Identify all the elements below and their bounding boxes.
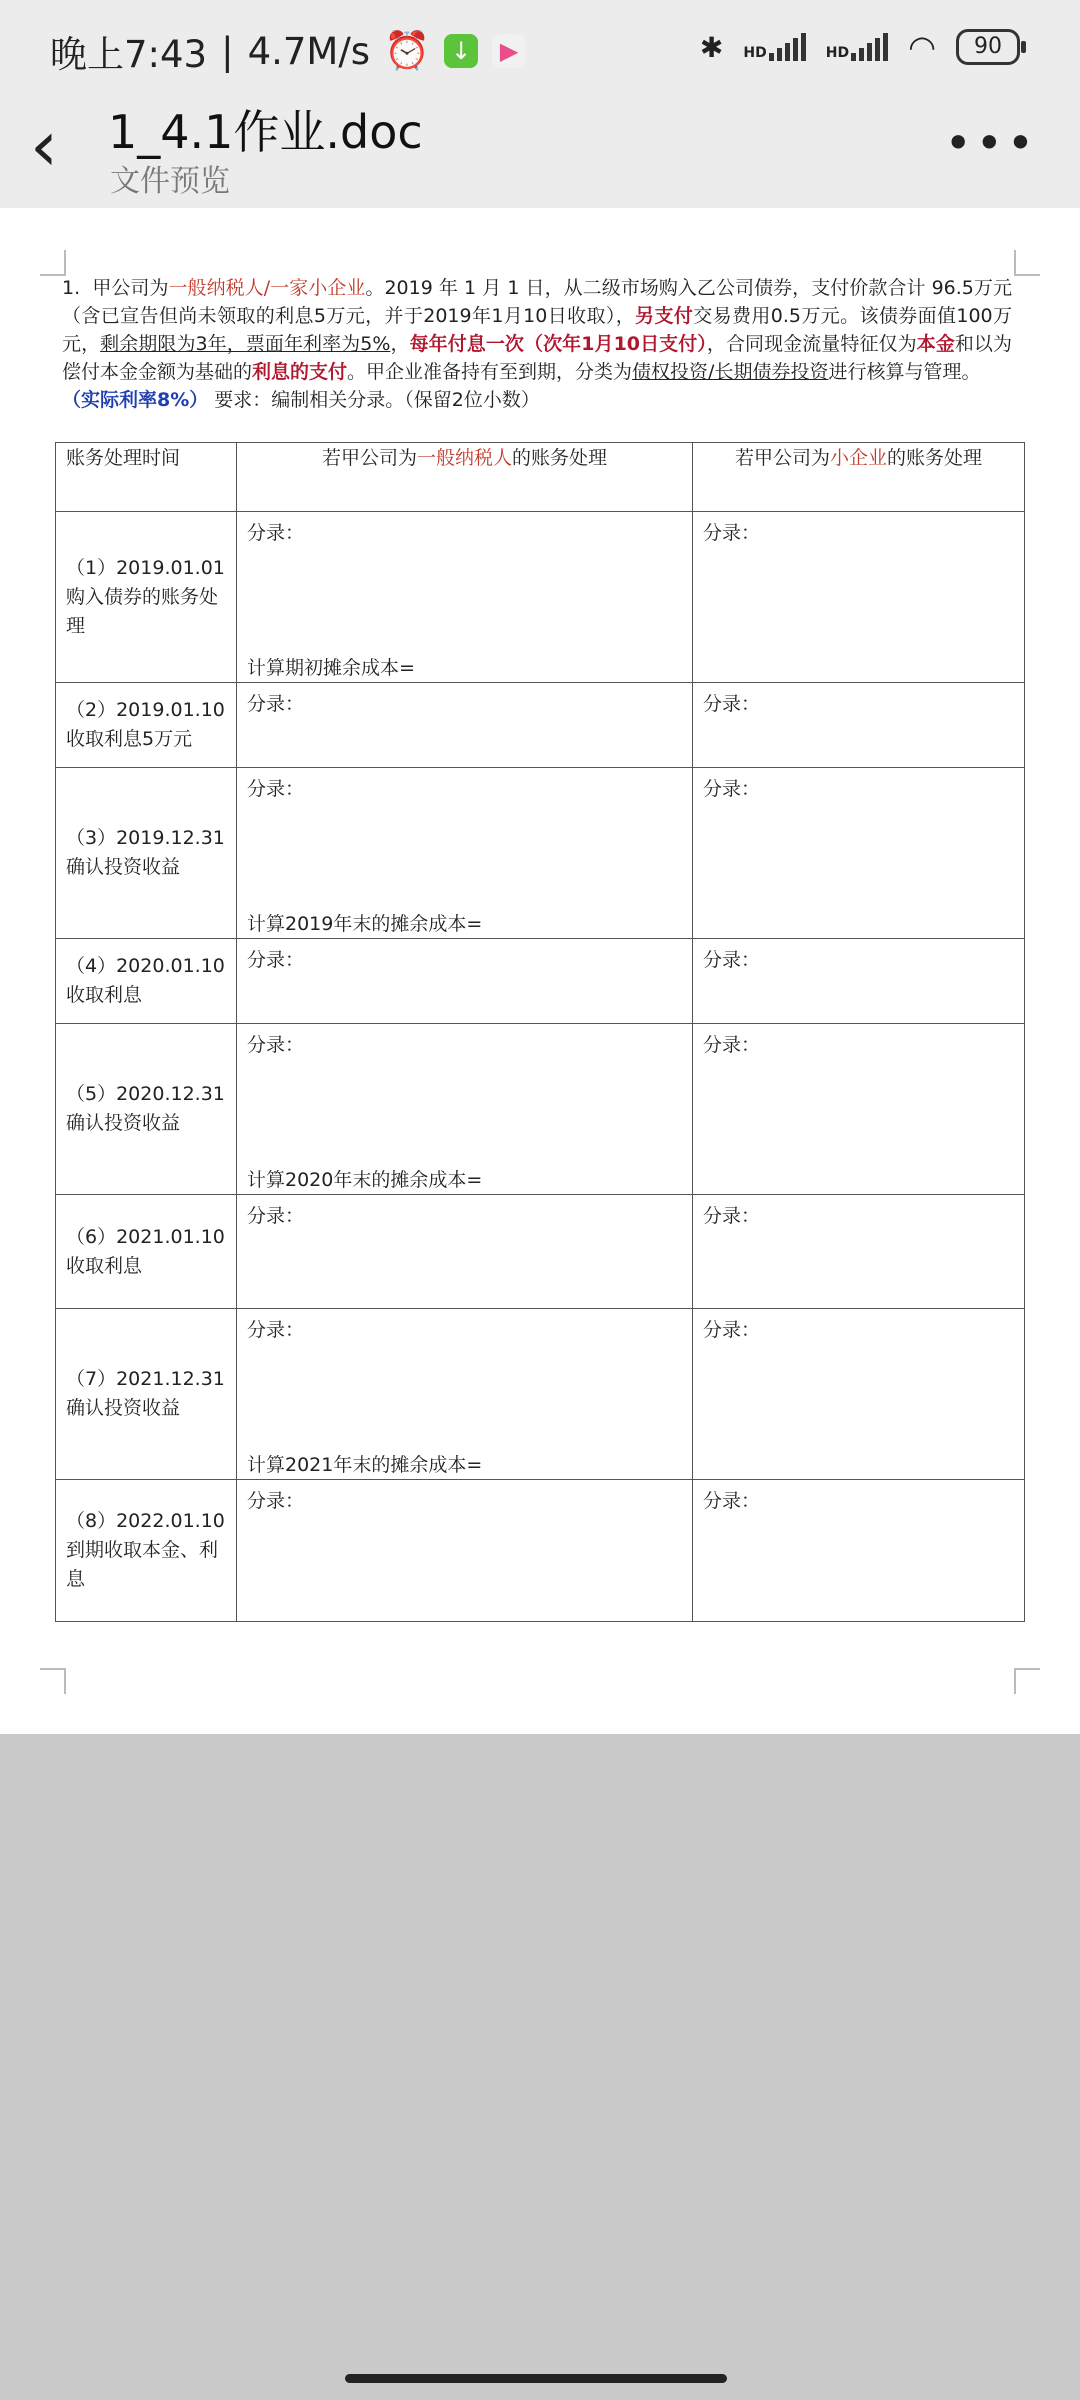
table-row bbox=[56, 1480, 1025, 1622]
signal-bars-icon bbox=[851, 33, 888, 61]
home-indicator[interactable] bbox=[345, 2374, 727, 2383]
accounting-table bbox=[55, 442, 1025, 1622]
back-arrow-icon[interactable]: ‹ bbox=[30, 105, 58, 187]
table-row bbox=[56, 683, 1025, 768]
q-rate: （实际利率8%） bbox=[62, 389, 209, 411]
q-text: ，合同现金流量特征仅为 bbox=[706, 333, 917, 355]
calc-label: 计算期初摊余成本= bbox=[247, 657, 415, 679]
entry-cell[interactable] bbox=[237, 1195, 693, 1309]
entry-label: 分录： bbox=[703, 949, 761, 971]
video-app-icon: ▶ bbox=[492, 34, 526, 68]
entry-cell[interactable] bbox=[693, 768, 1025, 939]
q-text: 甲公司为 bbox=[92, 277, 169, 299]
table-row bbox=[56, 768, 1025, 939]
header-text: 若甲公司为 bbox=[321, 447, 417, 469]
entry-label: 分录： bbox=[247, 1490, 305, 1512]
status-bar bbox=[0, 0, 1080, 100]
entry-cell[interactable] bbox=[237, 1309, 693, 1480]
q-highlight: 一般纳税人/一家小企业 bbox=[168, 277, 366, 299]
document-subtitle: 文件预览 bbox=[110, 164, 230, 199]
q-text: ， bbox=[390, 333, 410, 355]
entry-label: 分录： bbox=[247, 693, 305, 715]
row-label: （7）2021.12.31确认投资收益 bbox=[56, 1309, 237, 1480]
entry-cell[interactable] bbox=[693, 939, 1025, 1024]
status-left bbox=[50, 24, 526, 78]
q-text: 和以为偿付本金金额为基础的 bbox=[62, 333, 1012, 383]
q-text: 交易费用0.5万元。该债券面值100万元， bbox=[62, 305, 1012, 355]
entry-label: 分录： bbox=[247, 1205, 305, 1227]
header-highlight: 小企业 bbox=[829, 447, 887, 469]
page-corner-mark bbox=[1014, 1668, 1040, 1694]
q-highlight: 每年付息一次（次年1月10日支付） bbox=[409, 333, 707, 355]
entry-cell[interactable] bbox=[693, 512, 1025, 683]
bluetooth-icon: ✱ bbox=[699, 30, 724, 64]
question-text bbox=[62, 274, 1012, 414]
entry-cell[interactable] bbox=[693, 1195, 1025, 1309]
entry-cell[interactable] bbox=[237, 1480, 693, 1622]
row-label: （2）2019.01.10收取利息5万元 bbox=[56, 683, 237, 768]
table-header-row bbox=[56, 443, 1025, 512]
status-divider: | bbox=[221, 29, 234, 73]
row-label: （8）2022.01.10到期收取本金、利息 bbox=[56, 1480, 237, 1622]
nav-bar bbox=[0, 96, 1080, 208]
entry-label: 分录： bbox=[703, 778, 761, 800]
header-cell-general bbox=[237, 443, 693, 512]
q-highlight: 利息的支付 bbox=[252, 361, 348, 383]
entry-cell[interactable] bbox=[237, 512, 693, 683]
battery-icon: 90 bbox=[956, 29, 1020, 65]
entry-cell[interactable] bbox=[693, 683, 1025, 768]
entry-label: 分录： bbox=[703, 1319, 761, 1341]
q-text: 进行核算与管理。 bbox=[828, 361, 981, 383]
table-row bbox=[56, 1024, 1025, 1195]
header-highlight: 一般纳税人 bbox=[416, 447, 512, 469]
alarm-icon: ⏰ bbox=[384, 29, 431, 72]
row-label: （3）2019.12.31确认投资收益 bbox=[56, 768, 237, 939]
entry-cell[interactable] bbox=[237, 1024, 693, 1195]
header-text: 若甲公司为 bbox=[734, 447, 830, 469]
entry-label: 分录： bbox=[703, 1034, 761, 1056]
entry-label: 分录： bbox=[247, 778, 305, 800]
signal-1 bbox=[743, 33, 805, 61]
hd-label-1: HD bbox=[743, 45, 767, 61]
entry-cell[interactable] bbox=[237, 768, 693, 939]
entry-label: 分录： bbox=[703, 1205, 761, 1227]
entry-label: 分录： bbox=[247, 1319, 305, 1341]
signal-2 bbox=[826, 33, 888, 61]
header-cell-small bbox=[693, 443, 1025, 512]
calc-label: 计算2020年末的摊余成本= bbox=[247, 1169, 483, 1191]
download-app-icon: ↓ bbox=[444, 34, 478, 68]
entry-cell[interactable] bbox=[237, 939, 693, 1024]
status-speed: 4.7M/s bbox=[247, 29, 371, 73]
q-text: 。甲企业准备持有至到期，分类为 bbox=[347, 361, 633, 383]
entry-cell[interactable] bbox=[237, 683, 693, 768]
entry-cell[interactable] bbox=[693, 1309, 1025, 1480]
hd-label-2: HD bbox=[825, 45, 850, 61]
header-cell-time: 账务处理时间 bbox=[56, 443, 237, 512]
q-text: 。2019 年 1 月 1 日，从二级市场购入乙公司债券，支付价款合计 96.5万元（含已宣告但尚未领取的利息5万元，并于2019年1月10日收取）， bbox=[62, 277, 1012, 327]
signal-bars-icon bbox=[769, 33, 806, 61]
entry-label: 分录： bbox=[703, 1490, 761, 1512]
table-row bbox=[56, 939, 1025, 1024]
page-corner-mark bbox=[40, 250, 66, 276]
q-underline: 剩余期限为3年，票面年利率为5% bbox=[100, 333, 391, 355]
entry-label: 分录： bbox=[703, 693, 761, 715]
table-row bbox=[56, 1309, 1025, 1480]
calc-label: 计算2021年末的摊余成本= bbox=[247, 1454, 483, 1476]
status-right bbox=[700, 28, 1020, 66]
document-page[interactable] bbox=[0, 208, 1080, 1734]
table-row bbox=[56, 1195, 1025, 1309]
q-underline: 债权投资/长期债券投资 bbox=[632, 361, 829, 383]
header-text: 的账务处理 bbox=[887, 447, 983, 469]
entry-label: 分录： bbox=[247, 949, 305, 971]
q-highlight: 另支付 bbox=[635, 305, 694, 327]
page-corner-mark bbox=[1014, 250, 1040, 276]
header-text: 的账务处理 bbox=[512, 447, 608, 469]
status-time: 晚上7:43 bbox=[50, 33, 208, 76]
entry-label: 分录： bbox=[703, 522, 761, 544]
more-options-icon[interactable]: ••• bbox=[944, 116, 1038, 170]
table-row bbox=[56, 512, 1025, 683]
entry-cell[interactable] bbox=[693, 1480, 1025, 1622]
top-bar bbox=[0, 0, 1080, 208]
row-label: （4）2020.01.10收取利息 bbox=[56, 939, 237, 1024]
entry-label: 分录： bbox=[247, 1034, 305, 1056]
row-label: （5）2020.12.31确认投资收益 bbox=[56, 1024, 237, 1195]
page-corner-mark bbox=[40, 1668, 66, 1694]
entry-label: 分录： bbox=[247, 522, 305, 544]
question-number: 1. bbox=[62, 277, 81, 299]
row-label: （1）2019.01.01购入债券的账务处理 bbox=[56, 512, 237, 683]
entry-cell[interactable] bbox=[693, 1024, 1025, 1195]
row-label: （6）2021.01.10收取利息 bbox=[56, 1195, 237, 1309]
calc-label: 计算2019年末的摊余成本= bbox=[247, 913, 483, 935]
q-text: 要求：编制相关分录。（保留2位小数） bbox=[208, 389, 540, 411]
wifi-icon: ◠ bbox=[908, 28, 936, 66]
q-highlight: 本金 bbox=[916, 333, 955, 355]
document-title: 1_4.1作业.doc bbox=[108, 105, 423, 159]
